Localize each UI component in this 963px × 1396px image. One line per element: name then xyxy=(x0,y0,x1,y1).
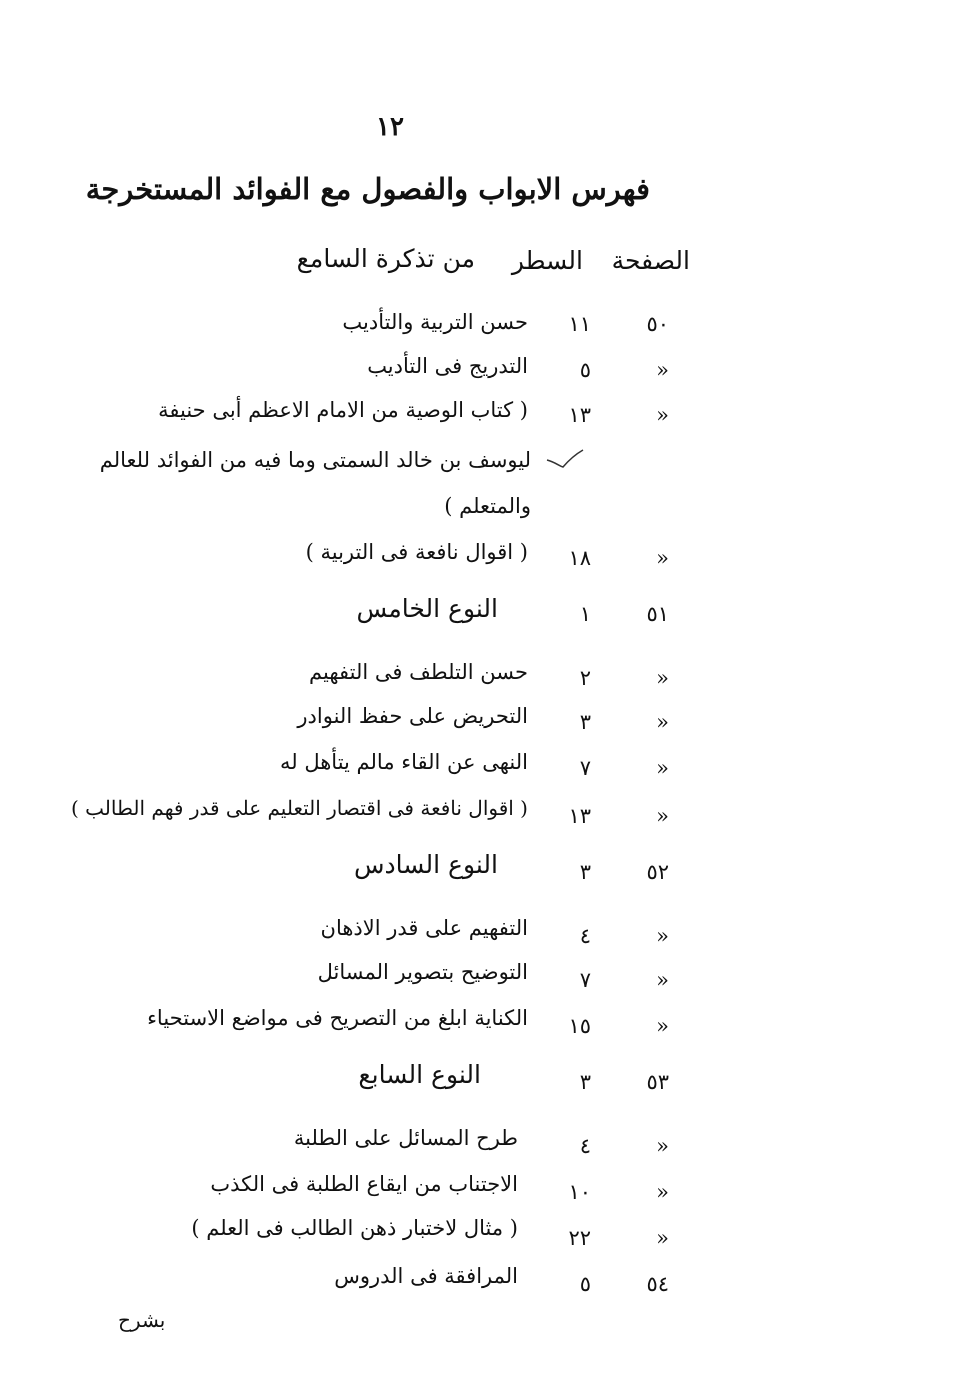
line-ref: ٧ xyxy=(579,756,591,780)
page-ref: « xyxy=(656,1014,669,1038)
page-ref: « xyxy=(656,546,669,570)
line-ref: ١١ xyxy=(568,312,591,336)
page-ref: « xyxy=(656,1180,669,1204)
line-ref: ٣ xyxy=(579,860,591,884)
page-ref: ٥٠ xyxy=(646,312,669,336)
entry-text: التفهيم على قدر الاذهان xyxy=(320,916,528,940)
entry-text: التحريض على حفظ النوادر xyxy=(297,704,528,728)
page-ref: « xyxy=(656,710,669,734)
line-ref: ٢٢ xyxy=(568,1226,591,1250)
column-header-page: الصفحة xyxy=(611,246,690,275)
line-ref: ٤ xyxy=(579,1134,591,1158)
line-ref: ٥ xyxy=(579,358,591,382)
page-ref: « xyxy=(656,924,669,948)
page-ref: « xyxy=(656,1134,669,1158)
entry-text: الكناية ابلغ من التصريح فى مواضع الاستحياء xyxy=(147,1006,528,1030)
page-ref: « xyxy=(656,1226,669,1250)
line-ref: ٣ xyxy=(579,710,591,734)
line-ref: ٢ xyxy=(579,666,591,690)
line-ref: ١ xyxy=(579,602,591,626)
entry-text: حسن التلطف فى التفهيم xyxy=(309,660,528,684)
page-ref: « xyxy=(656,358,669,382)
line-ref: ٧ xyxy=(579,968,591,992)
page-ref: « xyxy=(656,666,669,690)
entry-text: طرح المسائل على الطلبة xyxy=(293,1126,518,1150)
entry-text: ( اقوال نافعة فى التربية ) xyxy=(305,540,528,564)
page-ref: « xyxy=(656,968,669,992)
line-ref: ٥ xyxy=(579,1272,591,1296)
column-header-source: من تذكرة السامع xyxy=(296,244,475,273)
page-title: فهرس الابواب والفصول مع الفوائد المستخرجة xyxy=(85,172,650,206)
entry-text: ( اقوال نافعة فى اقتصار التعليم على قدر فهم الطالب ) xyxy=(70,796,528,820)
line-ref: ١٥ xyxy=(568,1014,591,1038)
line-ref: ١٠ xyxy=(568,1180,591,1204)
page-ref: « xyxy=(656,804,669,828)
entry-text: التوضيح بتصوير المسائل xyxy=(317,960,528,984)
entry-text: المرافقة فى الدروس xyxy=(334,1264,518,1288)
page-ref: ٥٤ xyxy=(646,1272,669,1296)
column-header-line: السطر xyxy=(511,246,583,275)
entry-text: ليوسف بن خالد السمتى وما فيه من الفوائد للعالم xyxy=(99,448,531,472)
page-ref: ٥١ xyxy=(646,602,669,626)
line-ref: ١٣ xyxy=(568,804,591,828)
line-ref: ١٣ xyxy=(568,403,591,427)
check-mark-icon xyxy=(545,446,585,470)
entry-text: حسن التربية والتأديب xyxy=(342,310,528,334)
entry-text: التدريج فى التأديب xyxy=(367,354,528,378)
section-heading: النوع الخامس xyxy=(356,594,498,623)
page-ref: ٥٢ xyxy=(646,860,669,884)
entry-text: ( كتاب الوصية من الامام الاعظم أبى حنيفة xyxy=(158,398,528,422)
section-heading: النوع السادس xyxy=(353,850,498,879)
page-number: ١٢ xyxy=(376,112,404,142)
entry-text: ( مثال لاختبار ذهن الطالب فى العلم ) xyxy=(191,1216,518,1240)
line-ref: ١٨ xyxy=(568,546,591,570)
entry-text: والمتعلم ) xyxy=(444,494,531,518)
entry-text: الاجتناب من ايقاع الطلبة فى الكذب xyxy=(210,1172,518,1196)
page-ref: ٥٣ xyxy=(646,1070,669,1094)
page-ref: « xyxy=(656,756,669,780)
entry-text: النهى عن القاء مالم يتأهل له xyxy=(279,750,528,774)
line-ref: ٤ xyxy=(579,924,591,948)
line-ref: ٣ xyxy=(579,1070,591,1094)
section-heading: النوع السابع xyxy=(358,1060,481,1089)
catchword: بشرح xyxy=(118,1308,166,1332)
page-ref: « xyxy=(656,403,669,427)
